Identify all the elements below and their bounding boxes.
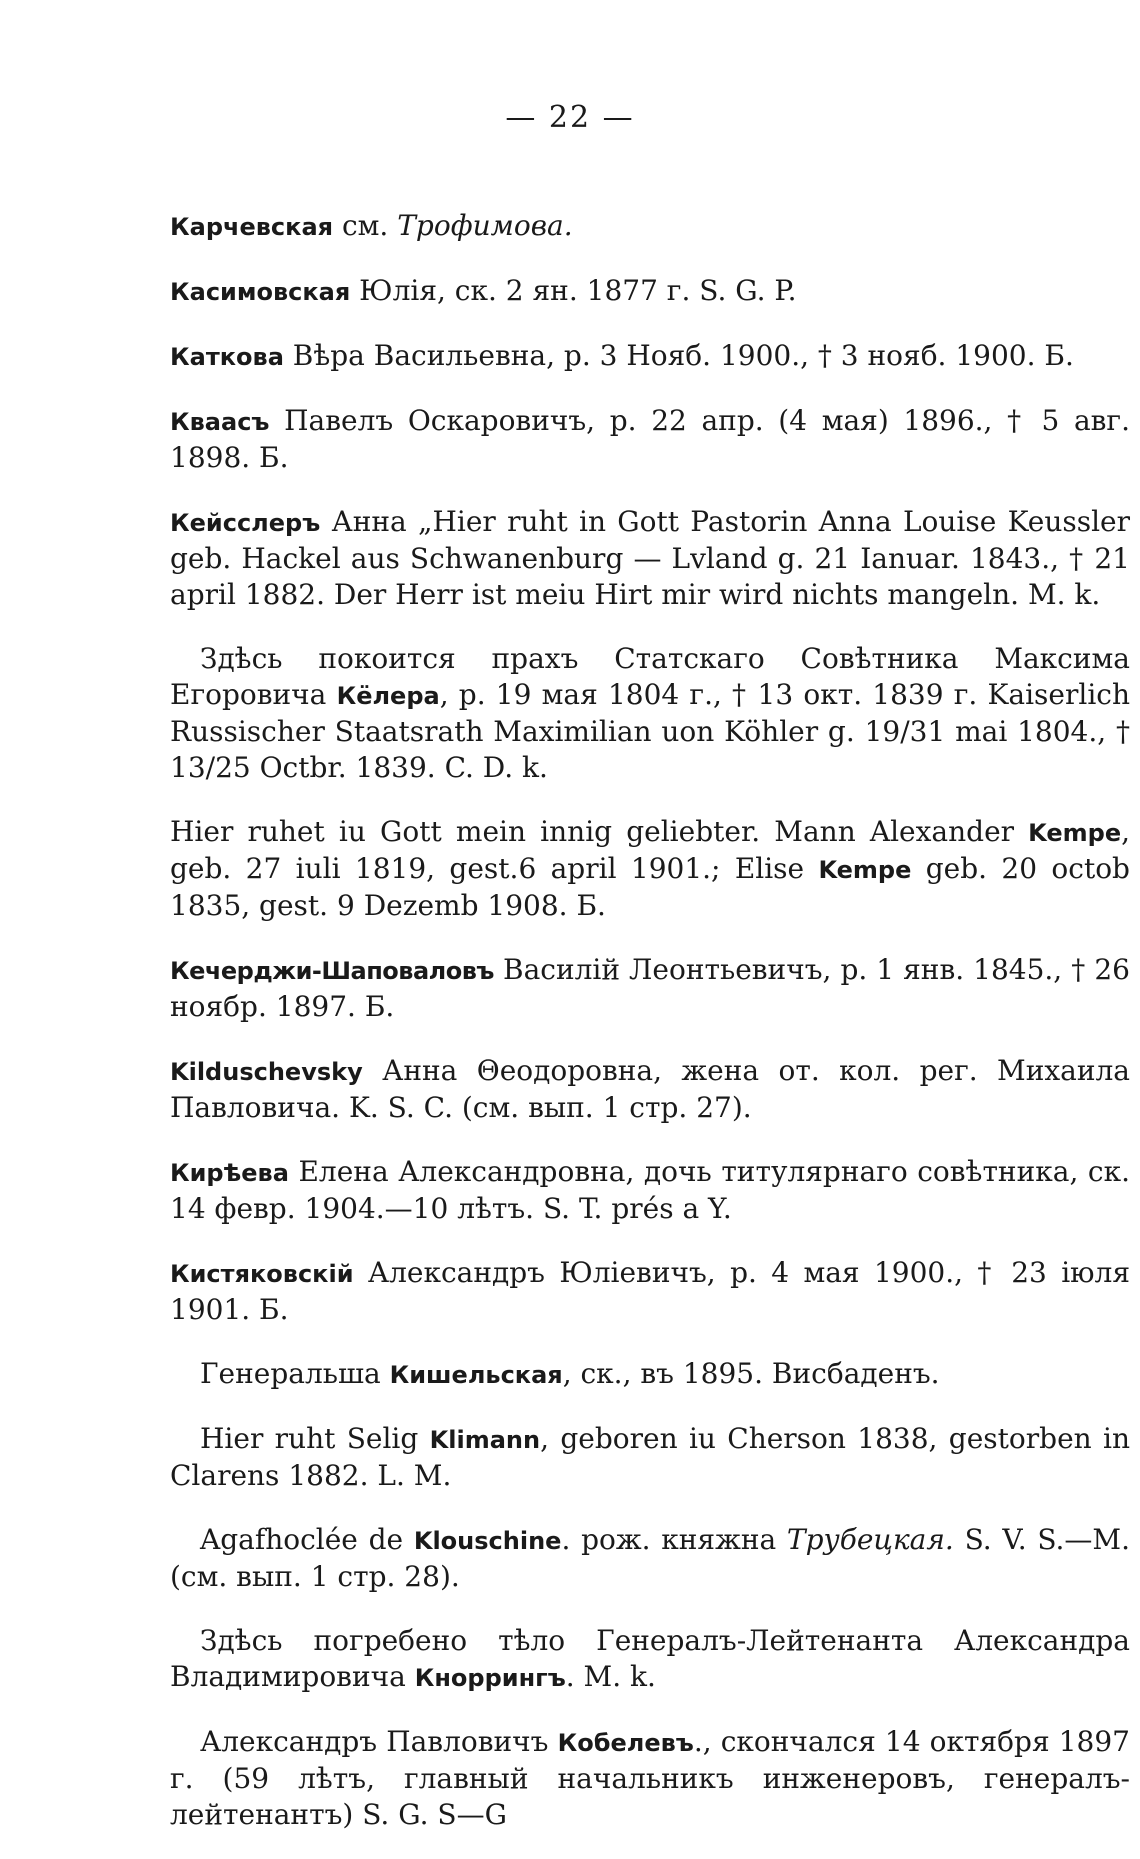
entry-klouschine: [170, 1522, 1130, 1595]
entry-kobelev: [170, 1724, 1130, 1833]
entry-kvaas: [170, 403, 1130, 476]
entry-text: , р. 19 мая 1804 г., † 13 окт. 1839 г. Kaiserlich Russischer Staatsrath Maximilian uon Köhler g. 19/31 mai 1804., † 13/25 Octbr. 1839. C. D. k.: [170, 678, 1131, 784]
entry-prefix: Agafhoclée de: [200, 1523, 414, 1556]
entry-text: Вѣра Васильевна, р. 3 Нояб. 1900., † 3 нояб. 1900. Б.: [283, 339, 1074, 372]
entry-surname: Кечерджи-Шаповаловъ: [170, 957, 494, 985]
entry-surname: Кишельская: [389, 1361, 563, 1389]
entry-kasimovskaya: [170, 273, 1130, 310]
entries-block: [170, 180, 1130, 1859]
entry-surname: Кёлера: [336, 682, 440, 710]
entry-text-second: S. V. S.—M. (см. вып. 1 стр. 28).: [170, 1523, 1130, 1593]
entry-text: Анна „Hier ruht in Gott Pastorin Anna Louise Keussler geb. Hackel aus Schwanenburg — Lvland g. 21 Ianuar. 1843., † 21 april 1882. Der Herr ist meiu Hirt mir wird nichts mangeln. M. k.: [170, 505, 1130, 611]
entry-kistyakovsky: [170, 1255, 1130, 1328]
entry-text: ., скончался 14 октября 1897 г. (59 лѣтъ, главный начальникъ инженеровъ, генералъ-лейтенантъ) S. G. S—G: [170, 1725, 1130, 1831]
entry-prefix: Александръ Павловичъ: [200, 1725, 558, 1758]
entry-kishelskaya: [170, 1356, 1130, 1393]
entry-text: Василій Леонтьевичъ, р. 1 янв. 1845., † 26 ноябр. 1897. Б.: [170, 953, 1130, 1023]
entry-surname: Кваасъ: [170, 408, 270, 436]
entry-klimann: [170, 1421, 1130, 1494]
entry-surname: Карчевская: [170, 213, 334, 241]
entry-knorring: [170, 1623, 1130, 1696]
entry-katkova: [170, 338, 1130, 375]
entry-text: Елена Александровна, дочь титулярнаго совѣтника, ск. 14 февр. 1904.—10 лѣтъ. S. T. prés a Y.: [170, 1155, 1130, 1225]
entry-prefix: Hier ruhet iu Gott mein innig geliebter. Mann Alexander: [170, 815, 1029, 848]
entry-surname: Кейсслеръ: [170, 509, 321, 537]
entry-text: , ск., въ 1895. Висбаденъ.: [562, 1357, 940, 1390]
entry-kecherdzhi-shapovalov: [170, 952, 1130, 1025]
entry-text: Юлія, ск. 2 ян. 1877 г. S. G. P.: [350, 274, 797, 307]
entry-text: Павелъ Оскаровичъ, р. 22 апр. (4 мая) 1896., † 5 авг. 1898. Б.: [170, 404, 1130, 474]
entry-surname: Кирѣева: [170, 1159, 289, 1187]
entry-text: , geboren iu Cherson 1838, gestorben in Clarens 1882. L. M.: [170, 1422, 1130, 1492]
entry-text: Анна Θеодоровна, жена от. кол. рег. Михаила Павловича. K. S. C. (см. вып. 1 стр. 27).: [170, 1054, 1130, 1124]
entry-text: . рож. княжна: [561, 1523, 787, 1556]
entry-kilduschevsky: [170, 1053, 1130, 1126]
entry-surname: Кобелевъ: [557, 1729, 694, 1757]
entry-reference: Трофимова.: [397, 209, 573, 242]
entry-surname: Касимовская: [170, 278, 351, 306]
entry-surname: Кноррингъ: [414, 1664, 566, 1692]
entry-kehler: [170, 641, 1130, 786]
entry-text: Александръ Юліевичъ, р. 4 мая 1900., † 23 іюля 1901. Б.: [170, 1256, 1130, 1326]
entry-prefix: Генеральша: [200, 1357, 390, 1390]
entry-kireeva: [170, 1154, 1130, 1227]
entry-surname: Кистяковскій: [170, 1260, 354, 1288]
entry-surname: Kilduschevsky: [170, 1058, 363, 1086]
entry-surname: Каткова: [170, 343, 284, 371]
page-number: — 22 —: [505, 100, 635, 135]
entry-prefix: Здѣсь погребено тѣло Генералъ-Лейтенанта Александра Владимировича: [170, 1624, 1130, 1693]
entry-prefix: Hier ruht Selig: [200, 1422, 430, 1455]
entry-prefix: Здѣсь покоится прахъ Статскаго Совѣтника Максима Егоровича: [170, 642, 1130, 711]
entry-keissler: [170, 504, 1130, 613]
entry-text-second: geb. 20 octob 1835, gest. 9 Dezemb 1908. Б.: [170, 852, 1130, 922]
entry-surname: Kempe: [1028, 819, 1122, 847]
entry-surname: Klimann: [429, 1426, 541, 1454]
entry-text: , geb. 27 iuli 1819, gest.6 april 1901.; Elise: [170, 815, 1130, 885]
entry-surname: Klouschine: [413, 1527, 562, 1555]
entry-maiden-name: Трубецкая.: [786, 1523, 954, 1556]
entry-kempe: [170, 814, 1130, 924]
entry-karchevskaya: [170, 208, 1130, 245]
entry-text: . M. k.: [565, 1660, 656, 1693]
entry-surname-second: Kempe: [818, 856, 912, 884]
entry-text: см.: [333, 209, 398, 242]
